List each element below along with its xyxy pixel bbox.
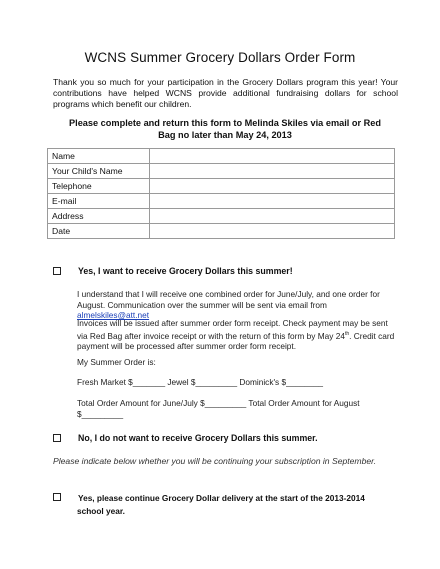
- order-line-totals[interactable]: Total Order Amount for June/July $_________ Total Order Amount for August $_________: [77, 398, 360, 419]
- field-label-name: Name: [48, 149, 150, 164]
- option-no-row: [53, 433, 318, 443]
- intro-paragraph: Thank you so much for your participation in the Grocery Dollars program this year! Your contributions have helped WCNS provide additional fundraising dollars for school programs which benefit our children.: [53, 77, 398, 109]
- table-row: [48, 179, 395, 194]
- field-value-name[interactable]: [150, 149, 395, 164]
- field-label-address: Address: [48, 209, 150, 224]
- paragraph-text: I understand that I will receive one combined order for June/July, and one order for August. Communication over the summer will be sent via email from: [77, 289, 380, 310]
- option-yes-paragraph-1: [77, 289, 395, 321]
- table-row: [48, 149, 395, 164]
- field-value-telephone[interactable]: [150, 179, 395, 194]
- paragraph-text-a: Invoices will be issued after summer order form receipt. Check payment may be sent via Red Bag after invoice receipt or with the return of this form by May 24: [77, 318, 388, 341]
- option-yes-row: [53, 266, 293, 276]
- table-row: [48, 194, 395, 209]
- subscription-prompt: Please indicate below whether you will be continuing your subscription in September.: [53, 456, 377, 466]
- field-value-child-name[interactable]: [150, 164, 395, 179]
- field-label-date: Date: [48, 224, 150, 239]
- ordinal-suffix: th: [344, 330, 350, 337]
- page-title: WCNS Summer Grocery Dollars Order Form: [84, 50, 356, 65]
- option-no-label: No, I do not want to receive Grocery Dollars this summer.: [78, 433, 318, 443]
- info-table: [47, 148, 395, 239]
- option-no-checkbox[interactable]: [53, 434, 61, 442]
- option-continue-checkbox[interactable]: [53, 493, 61, 501]
- field-label-telephone: Telephone: [48, 179, 150, 194]
- option-yes-paragraph-2: [77, 318, 395, 351]
- field-label-email: E-mail: [48, 194, 150, 209]
- field-value-address[interactable]: [150, 209, 395, 224]
- field-value-date[interactable]: [150, 224, 395, 239]
- table-row: [48, 164, 395, 179]
- option-continue-label: Yes, please continue Grocery Dollar delivery at the start of the 2013-2014 school year.: [77, 493, 365, 516]
- table-row: [48, 209, 395, 224]
- table-row: [48, 224, 395, 239]
- option-yes-checkbox[interactable]: [53, 267, 61, 275]
- order-line-stores[interactable]: Fresh Market $_______ Jewel $_________ Dominick's $________: [77, 377, 324, 387]
- field-label-child-name: Your Child's Name: [48, 164, 150, 179]
- option-continue-row: [53, 492, 393, 517]
- paragraph-text-b: . Credit card payment will be processed after summer order form receipt.: [77, 330, 395, 351]
- instructions: Please complete and return this form to Melinda Skiles via email or Red Bag no later than May 24, 2013: [69, 118, 381, 140]
- email-link[interactable]: almelskiles@att.net: [77, 310, 150, 320]
- order-heading: My Summer Order is:: [77, 357, 156, 367]
- option-yes-label: Yes, I want to receive Grocery Dollars this summer!: [78, 266, 293, 276]
- field-value-email[interactable]: [150, 194, 395, 209]
